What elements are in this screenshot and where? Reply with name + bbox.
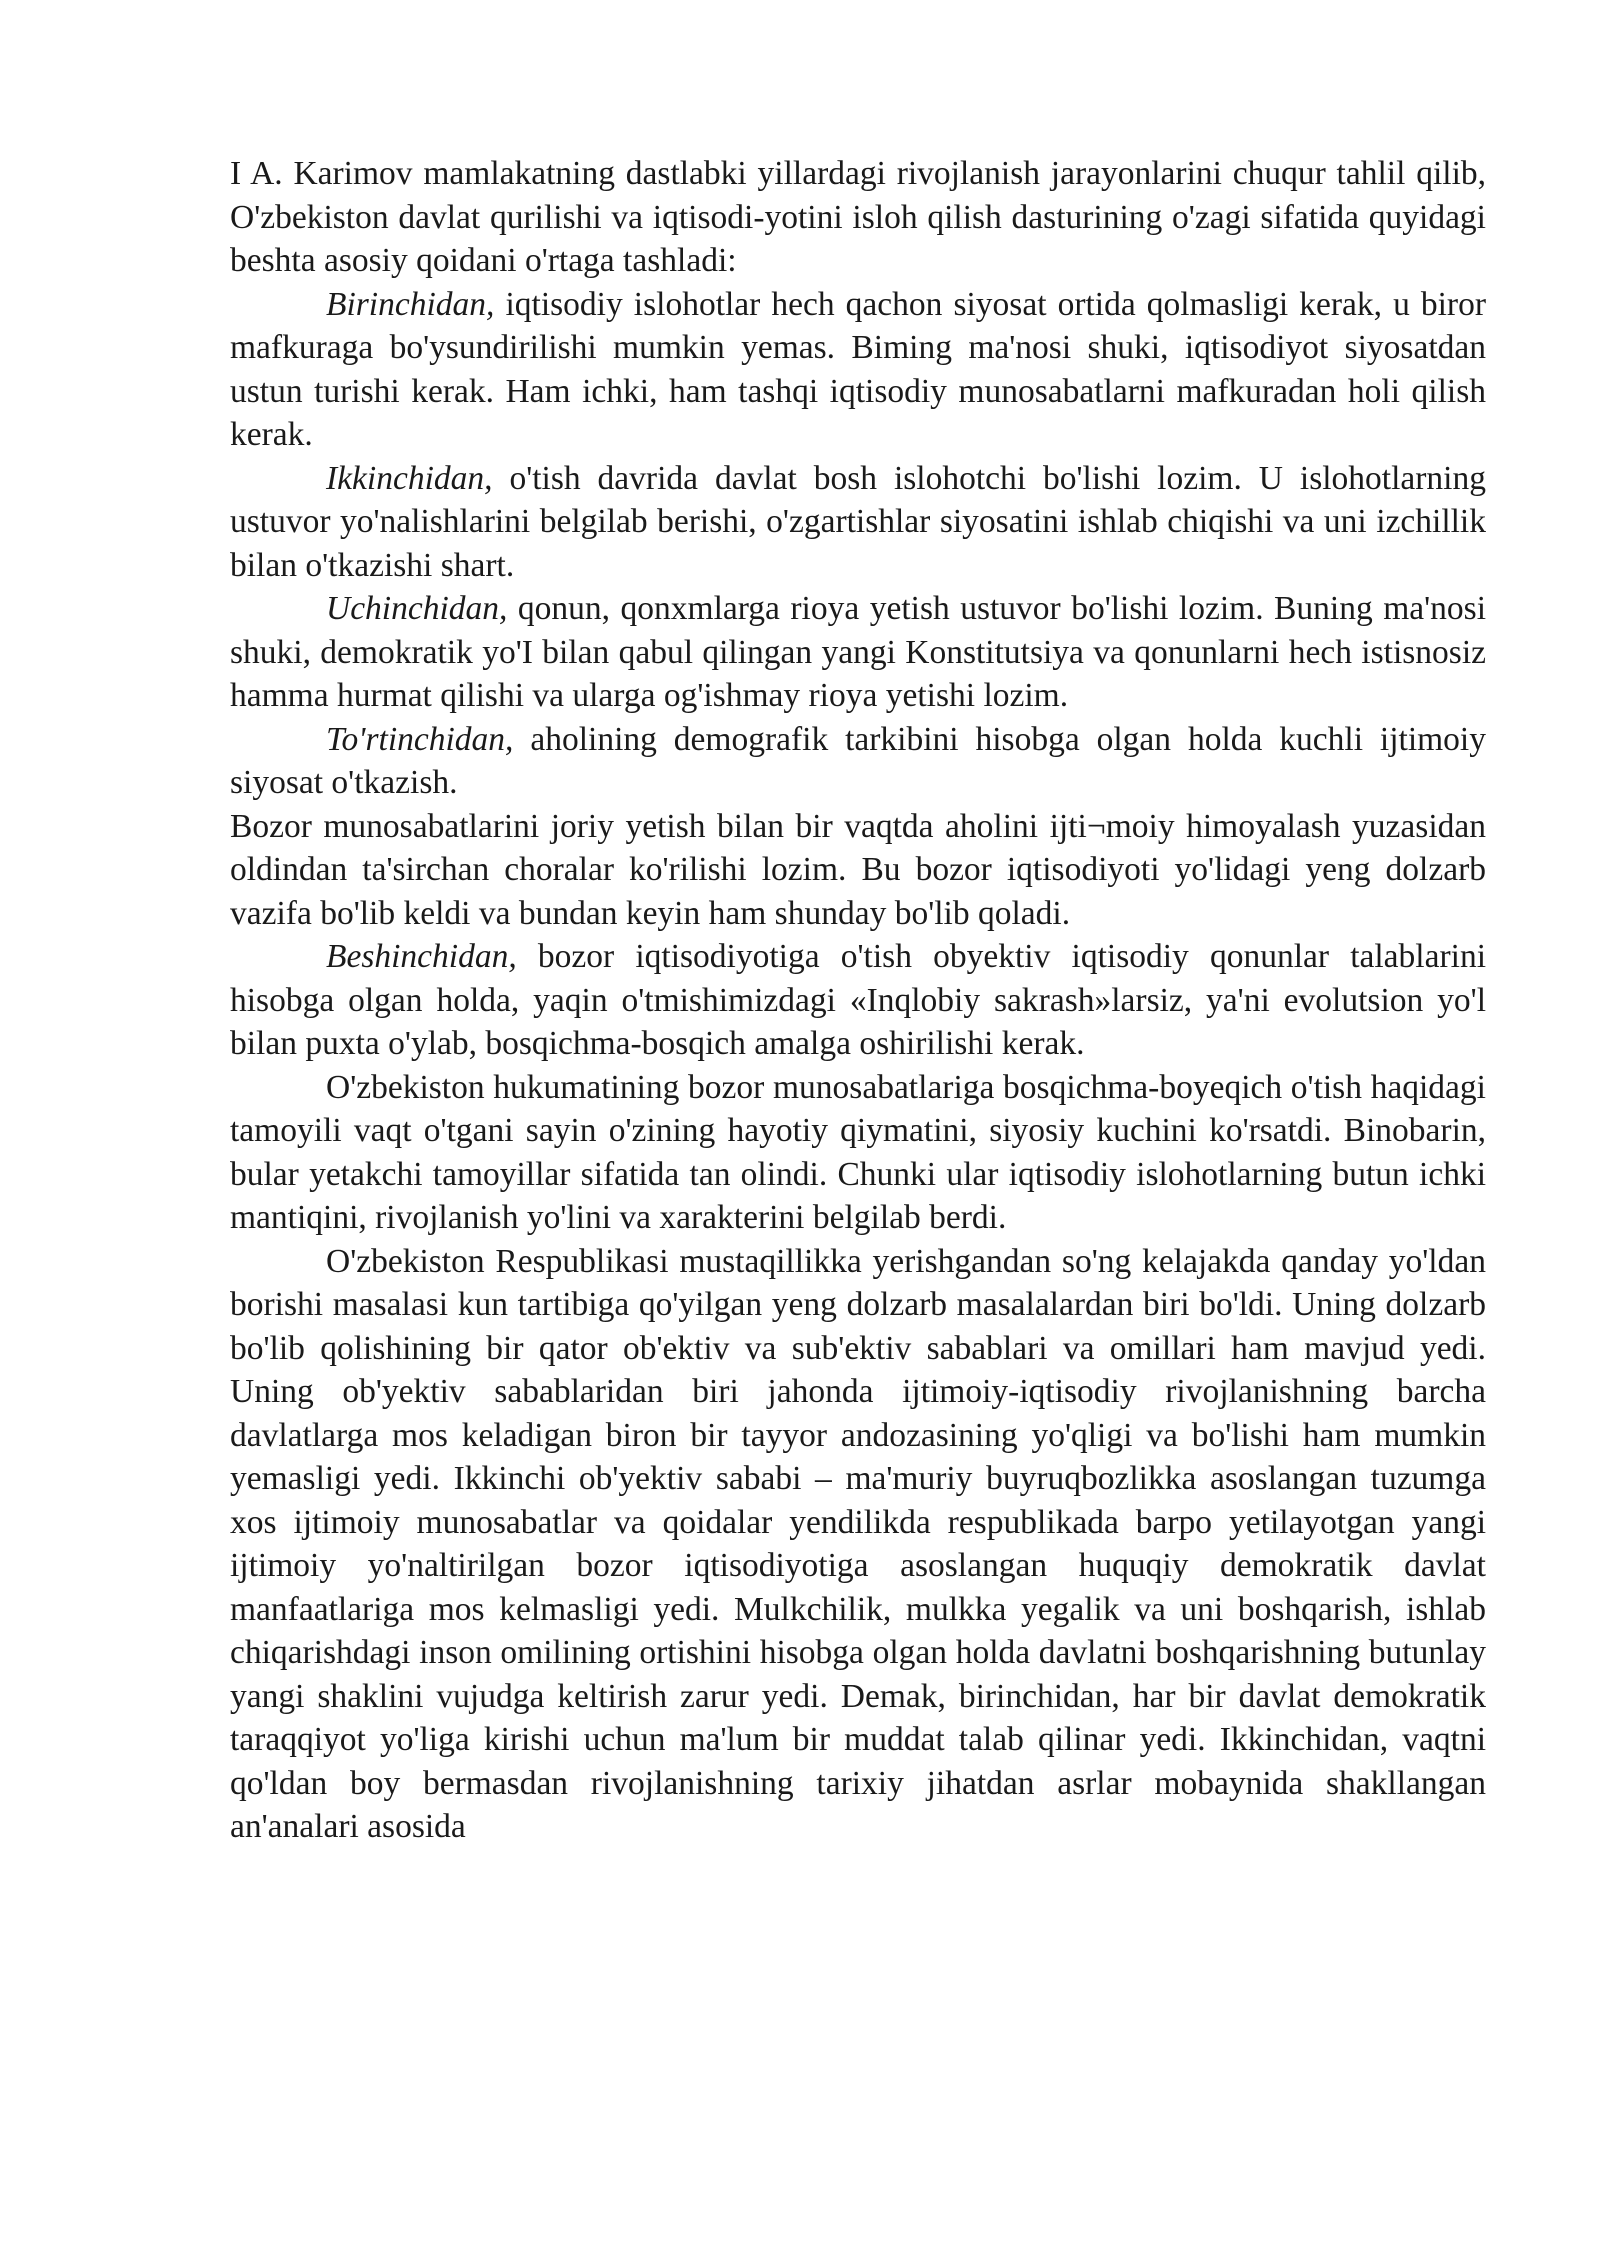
paragraph-text: Bozor munosabatlarini joriy yetish bilan bir vaqtda aholini ijti¬moiy himoyalash yuzasidan oldindan ta'sirchan choralar ko'rilishi lozim. Bu bozor iqtisodiyoti yo'lidagi yeng dolzarb vazifa bo'lib keldi va bundan keyin ham shunday bo'lib qoladi.	[230, 807, 1486, 932]
paragraph-lead: Birinchidan,	[326, 285, 495, 323]
paragraph-lead: Ikkinchidan,	[326, 459, 493, 497]
paragraph-text: I A. Karimov mamlakatning dastlabki yillardagi rivojlanish jarayonlarini chuqur tahlil qilib, O'zbekiston davlat qurilishi va iqtisodi-yotini isloh qilish dasturining o'zagi sifatida quyidagi beshta asosiy qoidani o'rtaga tashladi:	[230, 155, 1486, 279]
paragraph-intro	[230, 152, 1486, 283]
paragraph-text: aholining demografik tarkibini hisobga olgan holda kuchli ijtimoiy siyosat o'tkazish.	[230, 720, 1486, 801]
paragraph-text: o'tish davrida davlat bosh islohotchi bo'lishi lozim. U islohotlarning ustuvor yo'nalishlarini belgilab berishi, o'zgartishlar siyosatini ishlab chiqishi va uni izchillik bilan o'tkazishi shart.	[230, 459, 1486, 584]
paragraph-text: bozor iqtisodiyotiga o'tish obyektiv iqtisodiy qonunlar talablarini hisobga olgan holda, yaqin o'tmishimizdagi «Inqlobiy sakrash»larsiz, ya'ni evolutsion yo'l bilan puxta o'ylab, bosqichma-bosqich amalga oshirilishi kerak.	[230, 938, 1486, 1062]
paragraph-principle-3	[230, 587, 1486, 718]
paragraph-social-protection	[230, 805, 1486, 936]
paragraph-principle-1	[230, 283, 1486, 457]
paragraph-independence	[230, 1240, 1486, 1849]
paragraph-text: iqtisodiy islohotlar hech qachon siyosat ortida qolmasligi kerak, u biror mafkuraga bo'ysundirilishi mumkin yemas. Biming ma'nosi shuki, iqtisodiyot siyosatdan ustun turishi kerak. Ham ichki, ham tashqi iqtisodiy munosabatlarni mafkuradan holi qilish kerak.	[230, 285, 1486, 453]
paragraph-text: O'zbekiston Respublikasi mustaqillikka yerishgandan so'ng kelajakda qanday yo'ldan borishi masalasi kun tartibiga qo'yilgan yeng dolzarb masalalardan biri bo'ldi. Uning dolzarb bo'lib qolishining bir qator ob'ektiv va sub'ektiv sabablari va omillari ham mavjud yedi. Uning ob'yektiv sabablaridan biri jahonda ijtimoiy-iqtisodiy rivojlanishning barcha davlatlarga mos keladigan biron bir tayyor andozasining yo'qligi va bo'lishi ham mumkin yemasligi yedi. Ikkinchi ob'yektiv sababi – ma'muriy buyruqbozlikka asoslangan tuzumga xos ijtimoiy munosabatlar va qoidalar yendilikda respublikada barpo yetilayotgan yangi ijtimoiy yo'naltirilgan bozor iqtisodiyotiga asoslangan huquqiy demokratik davlat manfaatlariga mos kelmasligi yedi. Mulkchilik, mulkka yegalik va uni boshqarish, ishlab chiqarishdagi inson omilining ortishini hisobga olgan holda davlatni boshqarishning butunlay yangi shaklini vujudga keltirish zarur yedi. Demak, birinchidan, har bir davlat demokratik taraqqiyot yo'liga kirishi uchun ma'lum bir muddat talab qilinar yedi. Ikkinchidan, vaqtni qo'ldan boy bermasdan rivojlanishning tarixiy jihatdan asrlar mobaynida shakllangan an'analari asosida	[230, 1242, 1486, 1845]
document-page	[230, 152, 1486, 1849]
paragraph-lead: Beshinchidan,	[326, 938, 517, 975]
paragraph-principle-5	[230, 935, 1486, 1066]
paragraph-principle-2	[230, 457, 1486, 588]
paragraph-lead: Uchinchidan,	[326, 590, 508, 627]
paragraph-principle-4	[230, 718, 1486, 805]
paragraph-text: O'zbekiston hukumatining bozor munosabatlariga bosqichma-boyeqich o'tish haqidagi tamoyili vaqt o'tgani sayin o'zining hayotiy qiymatini, siyosiy kuchini ko'rsatdi. Binobarin, bular yetakchi tamoyillar sifatida tan olindi. Chunki ular iqtisodiy islohotlarning butun ichki mantiqini, rivojlanish yo'lini va xarakterini belgilab berdi.	[230, 1068, 1486, 1236]
paragraph-lead: To'rtinchidan,	[326, 720, 514, 758]
paragraph-text: qonun, qonxmlarga rioya yetish ustuvor bo'lishi lozim. Buning ma'nosi shuki, demokratik yo'I bilan qabul qilingan yangi Konstitutsiya va qonunlarni hech istisnosiz hamma hurmat qilishi va ularga og'ishmay rioya yetishi lozim.	[230, 590, 1486, 714]
paragraph-government-principle	[230, 1066, 1486, 1240]
